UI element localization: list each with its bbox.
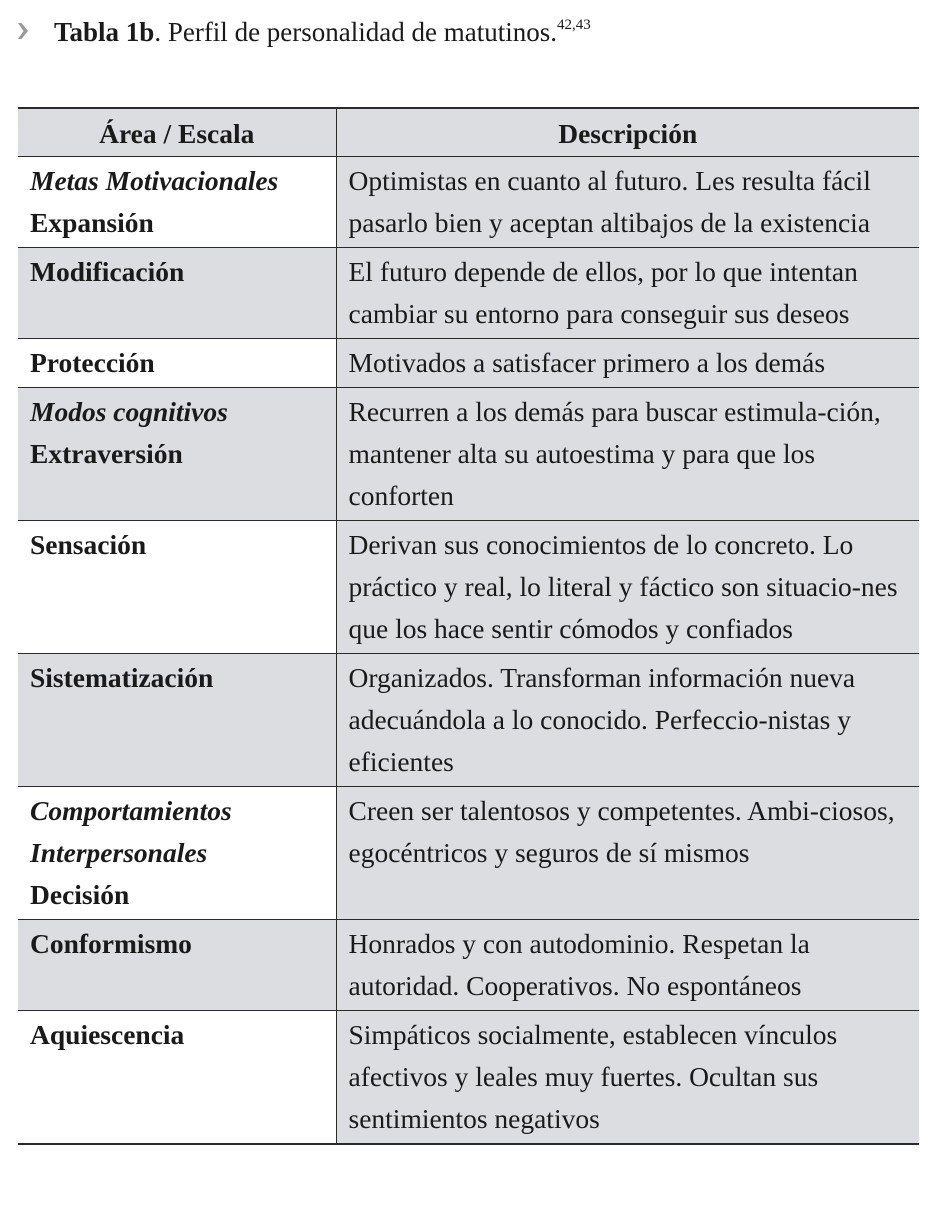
description-cell: Motivados a satisfacer primero a los demás xyxy=(336,339,919,388)
area-scale-cell xyxy=(18,248,336,339)
area-scale-cell xyxy=(18,339,336,388)
caption-arrow-icon xyxy=(18,23,28,39)
scale-label: Conformismo xyxy=(30,928,192,959)
table-row xyxy=(18,521,919,654)
scale-label: Aquiescencia xyxy=(30,1019,185,1050)
area-scale-cell xyxy=(18,1011,336,1145)
area-label: Modos cognitivos xyxy=(30,396,228,427)
area-scale-cell xyxy=(18,654,336,787)
table-row xyxy=(18,920,919,1011)
area-scale-cell xyxy=(18,787,336,920)
table-row xyxy=(18,787,919,920)
scale-label: Decisión xyxy=(30,879,130,910)
description-cell: Creen ser talentosos y competentes. Ambi-ciosos, egocéntricos y seguros de sí mismos xyxy=(336,787,919,920)
caption-text: . Perfil de personalidad de matutinos. xyxy=(154,17,557,47)
table-row xyxy=(18,248,919,339)
area-scale-cell xyxy=(18,157,336,248)
description-cell: Recurren a los demás para buscar estimula-ción, mantener alta su autoestima y para que los conforten xyxy=(336,388,919,521)
area-scale-cell xyxy=(18,388,336,521)
scale-label: Protección xyxy=(30,347,155,378)
personality-profile-table xyxy=(18,107,919,1145)
description-cell: Optimistas en cuanto al futuro. Les resulta fácil pasarlo bien y aceptan altibajos de la existencia xyxy=(336,157,919,248)
scale-label: Expansión xyxy=(30,207,154,238)
area-label: Metas Motivacionales xyxy=(30,165,279,196)
header-area-scale: Área / Escala xyxy=(18,108,336,157)
table-row xyxy=(18,339,919,388)
table-row xyxy=(18,157,919,248)
area-scale-cell xyxy=(18,920,336,1011)
description-cell: Derivan sus conocimientos de lo concreto. Lo práctico y real, lo literal y fáctico son situacio-nes que los hace sentir cómodos y confiados xyxy=(336,521,919,654)
description-cell: Simpáticos socialmente, establecen vínculos afectivos y leales muy fuertes. Ocultan sus sentimientos negativos xyxy=(336,1011,919,1145)
caption-label: Tabla 1b xyxy=(54,17,155,47)
header-description: Descripción xyxy=(336,108,919,157)
scale-label: Modificación xyxy=(30,256,185,287)
scale-label: Sensación xyxy=(30,529,147,560)
description-cell: Organizados. Transforman información nueva adecuándola a lo conocido. Perfeccio-nistas y eficientes xyxy=(336,654,919,787)
description-cell: Honrados y con autodominio. Respetan la autoridad. Cooperativos. No espontáneos xyxy=(336,920,919,1011)
scale-label: Extraversión xyxy=(30,438,183,469)
description-cell: El futuro depende de ellos, por lo que intentan cambiar su entorno para conseguir sus deseos xyxy=(336,248,919,339)
table-caption xyxy=(18,14,591,50)
area-label: Comportamientos Interpersonales xyxy=(30,795,232,868)
area-scale-cell xyxy=(18,521,336,654)
caption-references: 42,43 xyxy=(556,17,591,33)
table-row xyxy=(18,654,919,787)
table-header-row xyxy=(18,108,919,157)
table-row xyxy=(18,1011,919,1145)
scale-label: Sistematización xyxy=(30,662,214,693)
table-row xyxy=(18,388,919,521)
